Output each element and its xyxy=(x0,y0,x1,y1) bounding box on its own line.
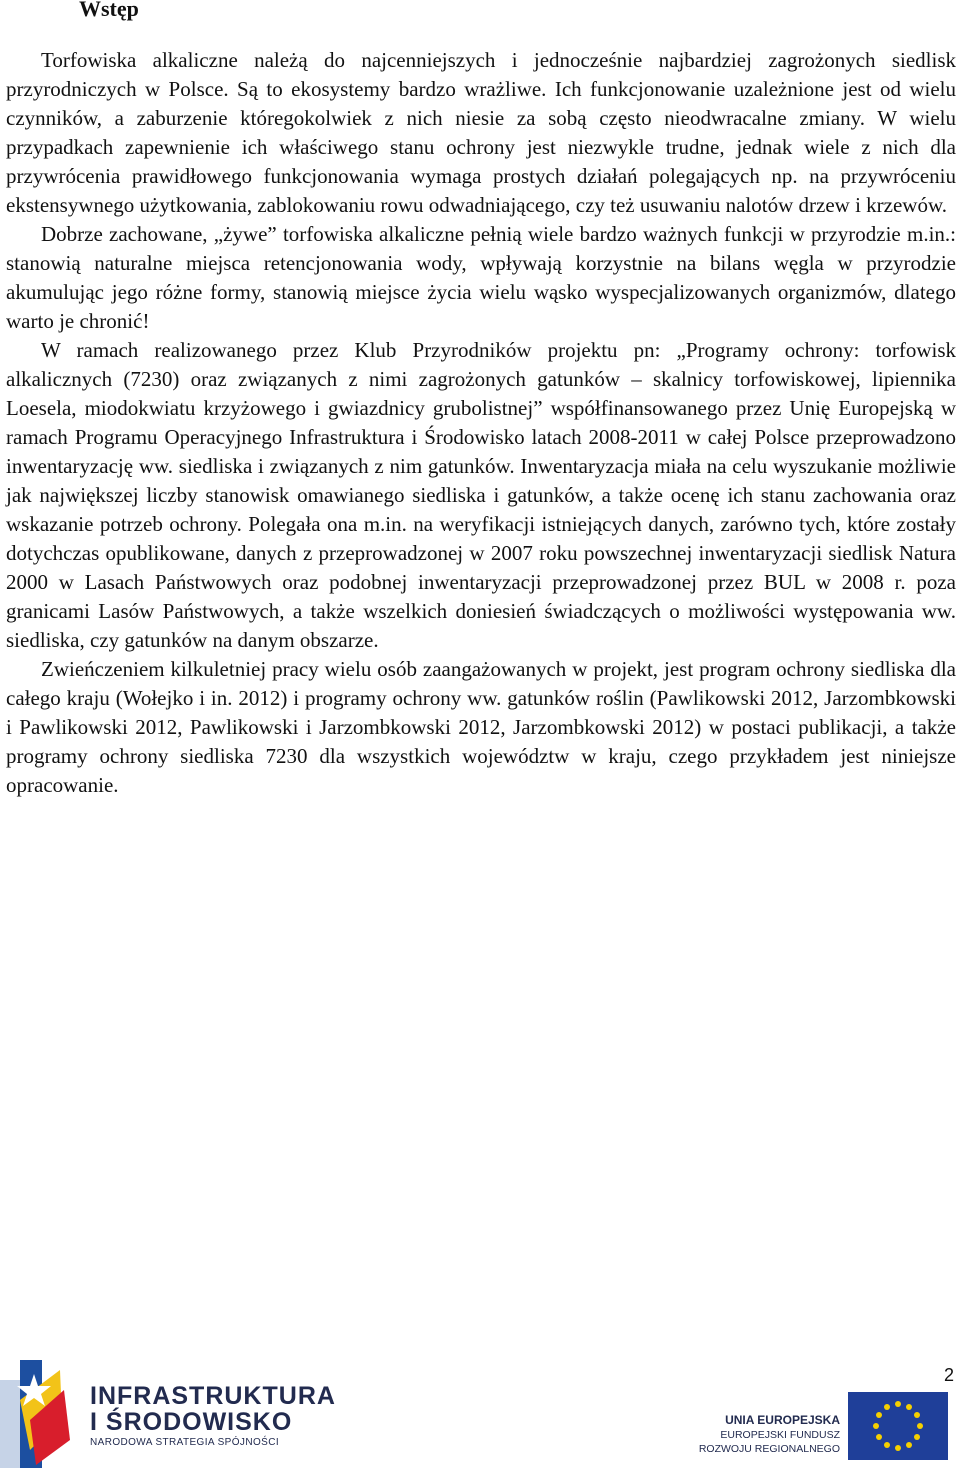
logo-line-srodowisko: I ŚRODOWISKO xyxy=(90,1408,293,1436)
logo-line-strategia: NARODOWA STRATEGIA SPÓJNOŚCI xyxy=(90,1437,280,1448)
paragraph-2: Dobrze zachowane, „żywe” torfowiska alkaliczne pełnią wiele bardzo ważnych funkcji w przyrodzie m.in.: stanowią naturalne miejsca retencjonowania wody, wpływają korzystnie na bilans węgla w przyrodzie akumulując jego różne formy, stanowią miejsce życia wielu wąsko wyspecjalizowanych organizmów, dlatego warto je chronić! xyxy=(6,222,956,333)
eu-line-rozwoj: ROZWOJU REGIONALNEGO xyxy=(698,1443,840,1455)
logo-line-infrastruktura: INFRASTRUKTURA xyxy=(90,1382,336,1410)
paragraph-4: Zwieńczeniem kilkuletniej pracy wielu osób zaangażowanych w projekt, jest program ochrony siedliska dla całego kraju (Wołejko i in. 2012) i programy ochrony ww. gatunków roślin (Pawlikowski 2012, Jarzombkowski i Pawlikowski 2012, Pawlikowski i Jarzombkowski 2012, Jarzombkowski 2012) w postaci publikacji, a także programy ochrony siedliska 7230 dla wszystkich województw w kraju, czego przykładem jest niniejsze opracowanie. xyxy=(6,657,956,797)
body-text xyxy=(6,46,956,800)
eu-line-fundusz: EUROPEJSKI FUNDUSZ xyxy=(720,1429,840,1441)
paragraph-1: Torfowiska alkaliczne należą do najcenniejszych i jednocześnie najbardziej zagrożonych siedlisk przyrodniczych w Polsce. Są to ekosystemy bardzo wrażliwe. Ich funkcjonowanie uzależnione jest od wielu czynników, a zaburzenie któregokolwiek z nich niesie za sobą często nieodwracalne zmiany. W wielu przypadkach zapewnienie ich właściwego stanu ochrony jest niezwykle trudne, jednak wiele z nich dla przywrócenia prawidłowego funkcjonowania wymaga prostych działań polegających np. na przywróceniu ekstensywnego użytkowania, zablokowaniu rowu odwadniającego, czy też usuwaniu nalotów drzew i krzewów. xyxy=(6,48,956,217)
eu-flag-icon xyxy=(848,1392,948,1460)
section-heading: Wstęp xyxy=(79,0,139,21)
eu-line-unia: UNIA EUROPEJSKA xyxy=(725,1413,840,1427)
paragraph-3: W ramach realizowanego przez Klub Przyrodników projektu pn: „Programy ochrony: torfowisk alkalicznych (7230) oraz związanych z nimi zagrożonych gatunków – skalnicy torfowiskowej, lipiennika Loesela, miodokwiatu krzyżowego i gwiazdnicy grubolistnej” współfinansowanego przez Unię Europejską w ramach Programu Operacyjnego Infrastruktura i Środowisko latach 2008-2011 w całej Polsce przeprowadzono inwentaryzację ww. siedliska i związanych z nim gatunków. Inwentaryzacja miała na celu wyszukanie możliwie jak największej liczby stanowisk omawianego siedliska i gatunków, a także ocenę ich stanu zachowania oraz wskazanie potrzeb ochrony. Polegała ona m.in. na weryfikacji istniejących danych, zarówno tych, które zostały dotychczas opublikowane, danych z przeprowadzonej w 2007 roku powszechnej inwentaryzacji siedlisk Natura 2000 w Lasach Państwowych oraz podobnej inwentaryzacji przeprowadzonej przez BUL w 2008 r. poza granicami Lasów Państwowych, a także wszelkich doniesień świadczących o możliwości występowania ww. siedliska, czy gatunków na danym obszarze. xyxy=(6,338,956,652)
page-number: 2 xyxy=(943,1365,954,1385)
